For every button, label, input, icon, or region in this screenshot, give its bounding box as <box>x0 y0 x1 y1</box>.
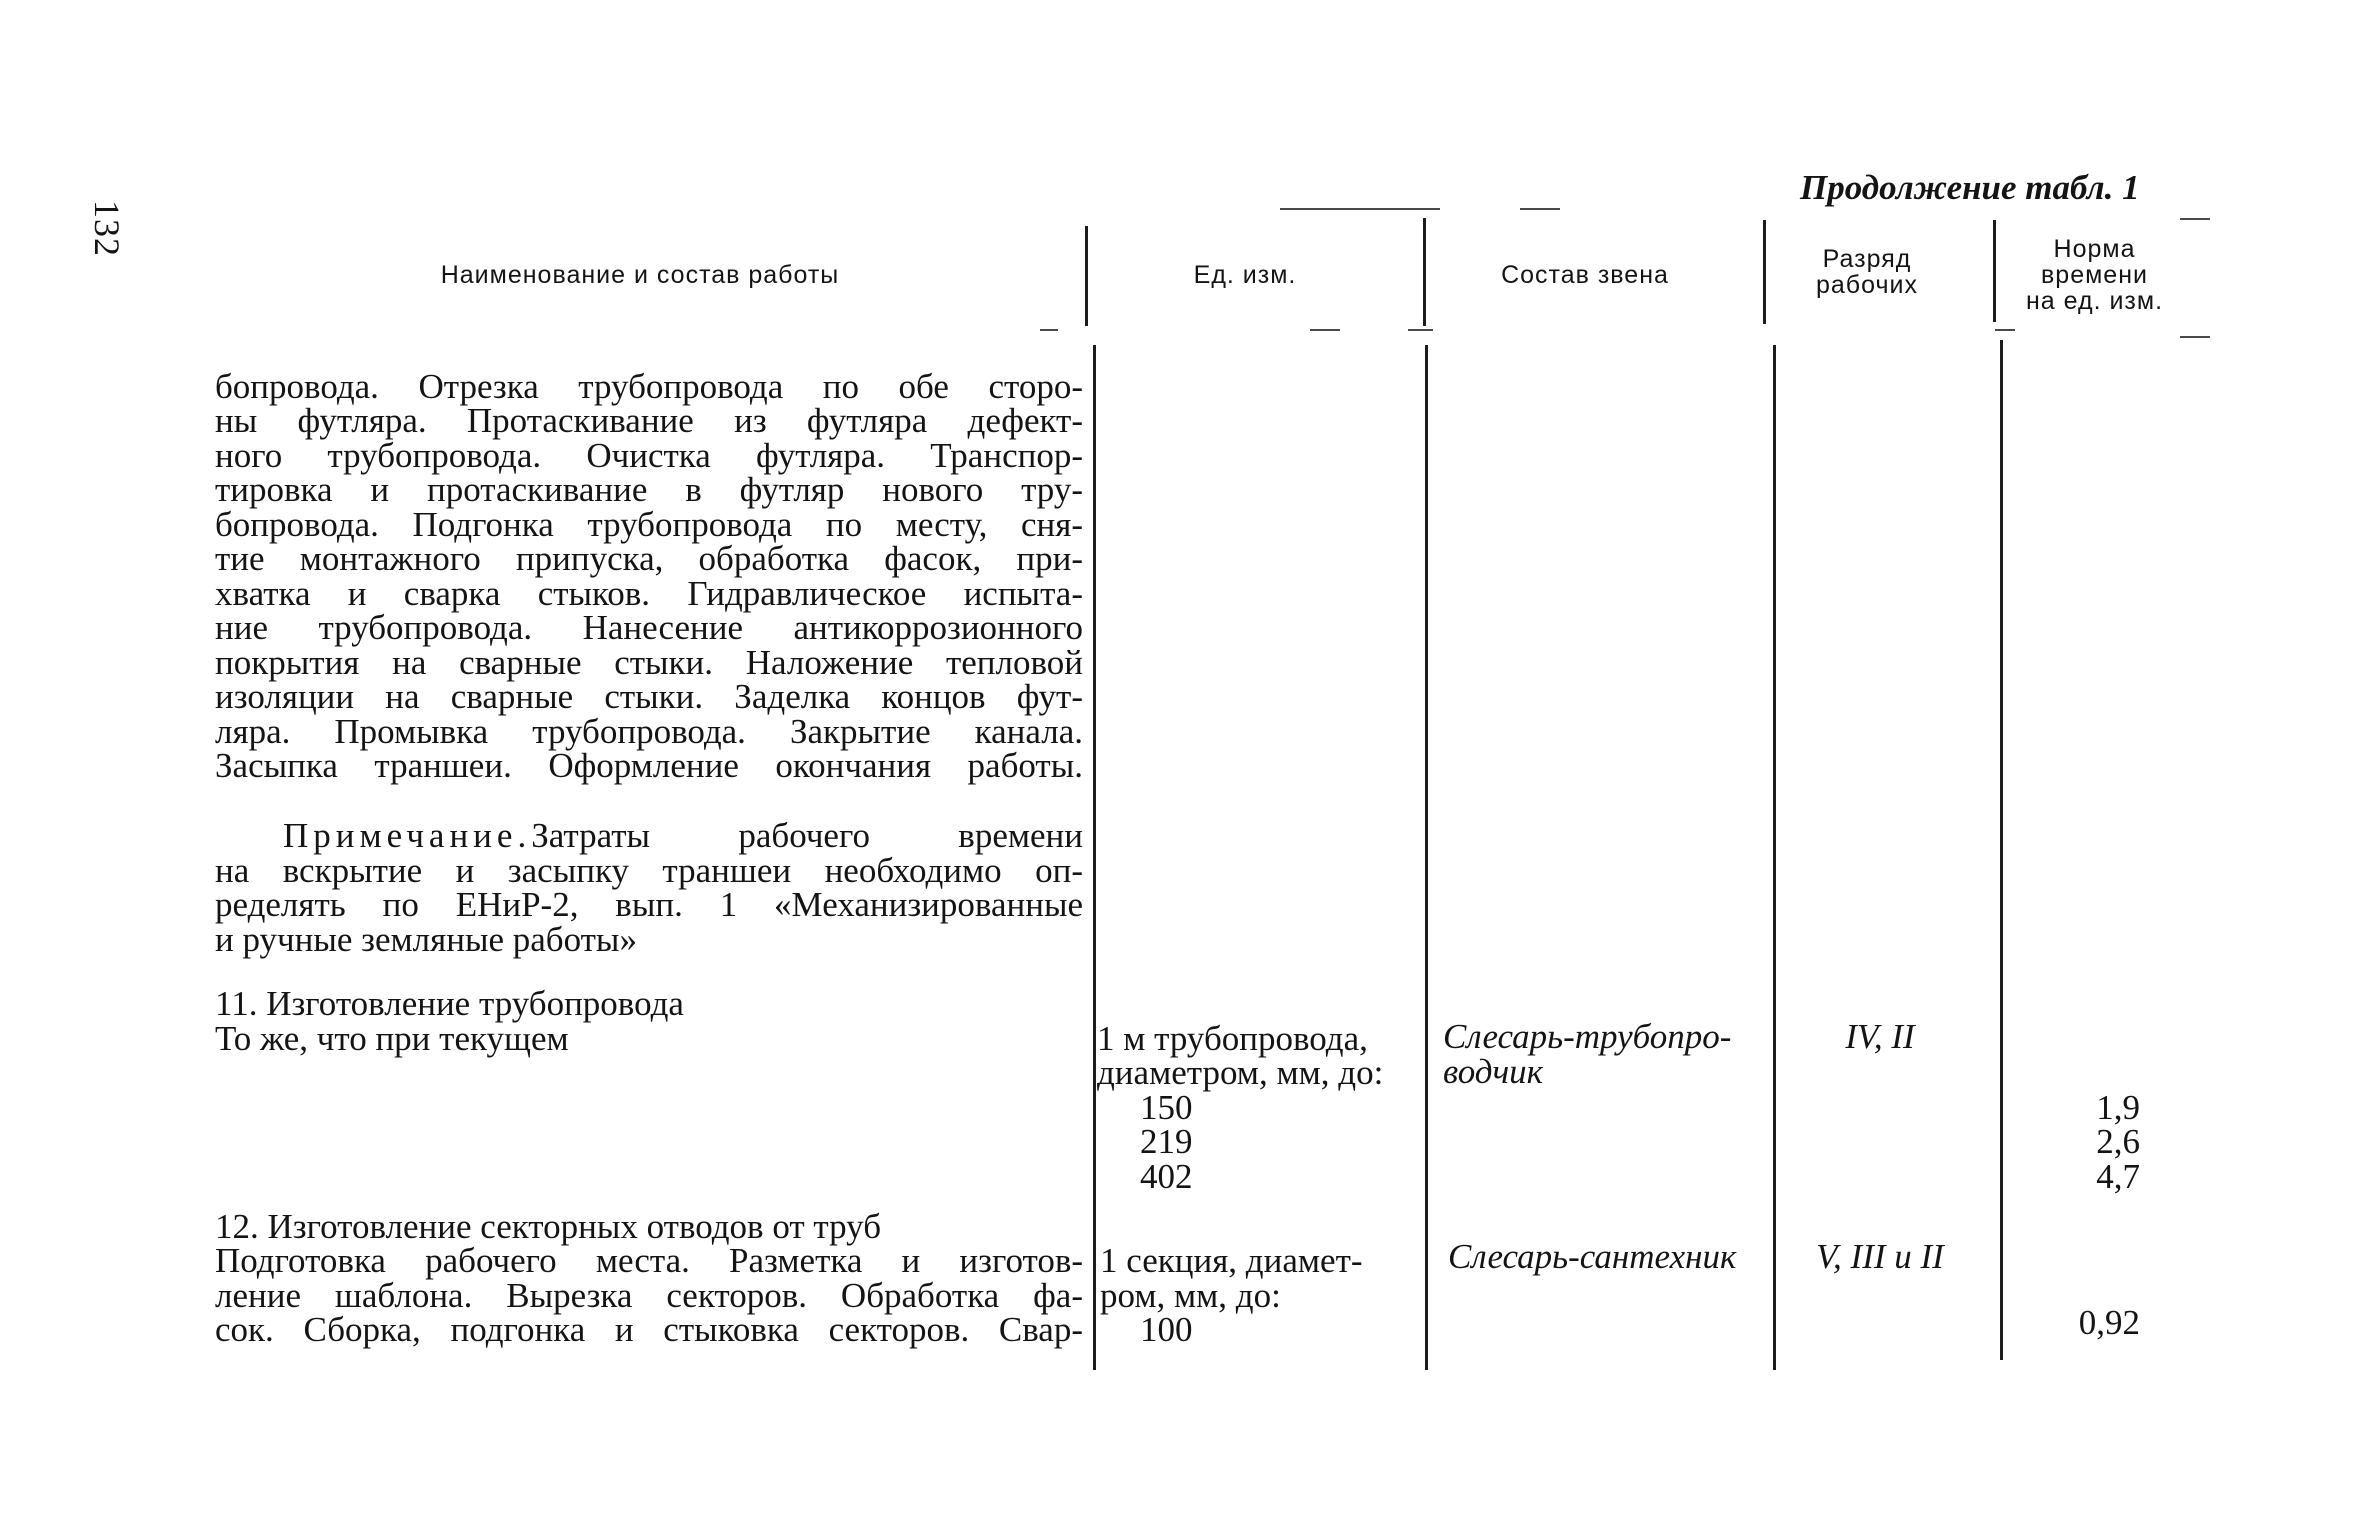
body-column-divider <box>2000 340 2003 1360</box>
row-12-norm: 0,92 <box>2078 1303 2140 1342</box>
header-grade-line: Разряд <box>1822 245 1912 273</box>
header-bottom-rule <box>1408 329 1433 331</box>
row-11-description: То же, что при текущем <box>215 1019 569 1058</box>
row-11-size: 402 <box>1140 1157 1193 1196</box>
continued-text-line: ляра. Промывка трубопровода. Закрытие канала. <box>215 712 1083 751</box>
header-norm-line: времени <box>2041 261 2148 289</box>
header-work-name: Наименование и состав работы <box>440 261 840 289</box>
header-bottom-rule <box>1040 329 1058 331</box>
header-top-rule <box>1280 208 1440 210</box>
row-11-crew: водчик <box>1443 1052 1544 1091</box>
row-11-crew: Слесарь-трубопро- <box>1443 1017 1732 1056</box>
row-12-unit: 1 секция, диамет- <box>1100 1241 1363 1280</box>
row-12-grade: V, III и II <box>1816 1237 1944 1276</box>
note-line: и ручные земляные работы» <box>215 920 637 959</box>
continued-text-line: ны футляра. Протаскивание из футляра дефект- <box>215 401 1083 440</box>
row-12-size: 100 <box>1140 1310 1193 1349</box>
row-12-crew: Слесарь-сантехник <box>1448 1237 1737 1276</box>
continued-text-line: хватка и сварка стыков. Гидравлическое испыта- <box>215 574 1083 613</box>
note-first-line <box>283 816 1083 855</box>
continued-text-line: покрытия на сварные стыки. Наложение тепловой <box>215 643 1083 682</box>
row-11-norm: 1,9 <box>2096 1088 2140 1127</box>
header-norm <box>1982 236 2207 314</box>
header-bottom-rule <box>2180 336 2210 338</box>
row-11-size: 219 <box>1140 1122 1193 1161</box>
note-label: Примечание. <box>283 816 532 855</box>
row-12-description: сок. Сборка, подгонка и стыковка секторов. Свар- <box>215 1310 1083 1349</box>
header-norm-line: на ед. изм. <box>2025 287 2164 315</box>
header-bottom-rule <box>1995 329 2015 331</box>
row-11-unit: диаметром, мм, до: <box>1097 1053 1384 1092</box>
header-grade-line: рабочих <box>1816 271 1918 299</box>
body-column-divider <box>1773 345 1776 1370</box>
page-number: 132 <box>87 200 127 257</box>
row-12-description: ление шаблона. Вырезка секторов. Обработка фа- <box>215 1276 1083 1315</box>
header-column-divider <box>1763 220 1766 324</box>
row-12-title: 12. Изготовление секторных отводов от труб <box>215 1207 882 1246</box>
continued-text-line: Засыпка траншеи. Оформление окончания работы. <box>215 746 1083 785</box>
row-11-norm: 2,6 <box>2096 1122 2140 1161</box>
continuation-label: Продолжение табл. 1 <box>1800 168 2140 207</box>
continued-text-line: бопровода. Отрезка трубопровода по обе сторо- <box>215 367 1083 406</box>
row-12-unit: ром, мм, до: <box>1100 1276 1281 1315</box>
continued-text-line: ного трубопровода. Очистка футляра. Транспор- <box>215 436 1083 475</box>
body-column-divider <box>1093 345 1096 1370</box>
header-unit: Ед. изм. <box>1193 261 1297 289</box>
row-11-title: 11. Изготовление трубопровода <box>215 984 684 1023</box>
header-bottom-rule <box>1310 329 1340 331</box>
row-11-grade: IV, II <box>1845 1017 1915 1056</box>
header-crew: Состав звена <box>1501 261 1669 289</box>
continued-text-line: бопровода. Подгонка трубопровода по месту, сня- <box>215 505 1083 544</box>
header-top-rule <box>2180 218 2210 220</box>
note-line: ределять по ЕНиР-2, вып. 1 «Механизированные <box>215 885 1083 924</box>
continued-text-line: ние трубопровода. Нанесение антикоррозионного <box>215 608 1083 647</box>
note-line: на вскрытие и засыпку траншеи необходимо оп- <box>215 851 1083 890</box>
continued-text-line: тие монтажного припуска, обработка фасок, при- <box>215 539 1083 578</box>
row-11-size: 150 <box>1140 1088 1193 1127</box>
row-12-description: Подготовка рабочего места. Разметка и изготов- <box>215 1241 1083 1280</box>
row-11-unit: 1 м трубопровода, <box>1097 1019 1368 1058</box>
header-grade <box>1762 246 1972 298</box>
row-11-norm: 4,7 <box>2096 1157 2140 1196</box>
continued-text-line: изоляции на сварные стыки. Заделка концов фут- <box>215 677 1083 716</box>
continued-text-line: тировка и протаскивание в футляр нового тру- <box>215 470 1083 509</box>
header-column-divider <box>1993 220 1996 322</box>
header-norm-line: Норма <box>2053 235 2136 263</box>
header-top-rule <box>1520 208 1560 210</box>
note-text: Затраты рабочего времени <box>531 816 1083 855</box>
header-column-divider <box>1085 226 1088 326</box>
header-column-divider <box>1423 218 1426 326</box>
body-column-divider <box>1425 345 1428 1370</box>
